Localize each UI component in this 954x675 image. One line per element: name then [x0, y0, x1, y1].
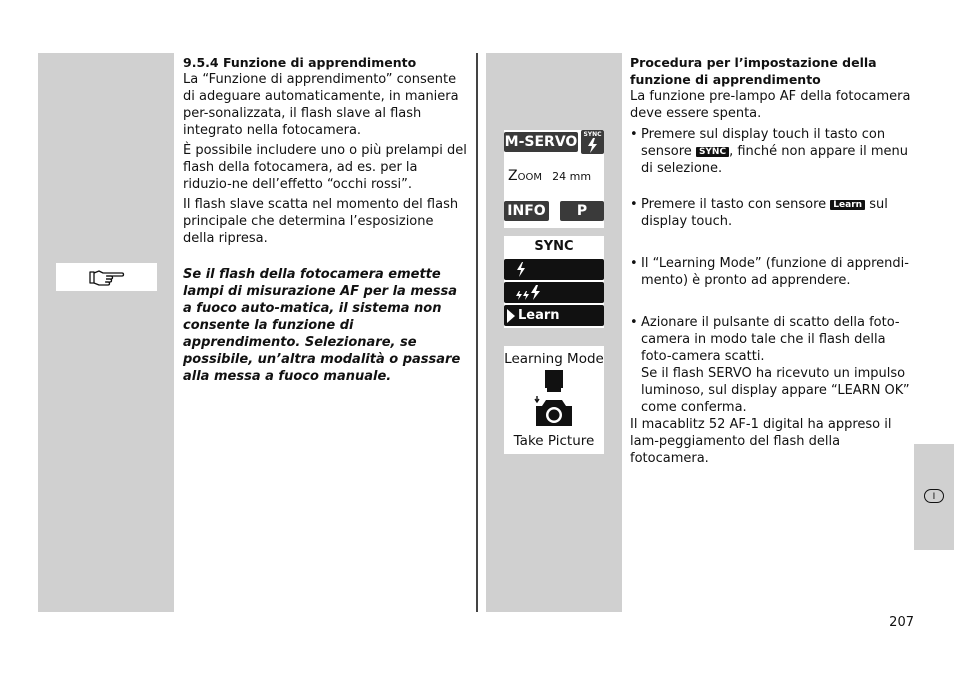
flash-bolt-icon [516, 262, 526, 277]
procedure-step: • Il “Learning Mode” (funzione di apprendi-mento) è pronto ad apprendere. [630, 255, 912, 289]
language-tab [914, 444, 954, 550]
sync-key-chip: SYNC [696, 147, 729, 157]
section-paragraph: È possibile includere uno o più prelampi del flash della fotocamera, ad es. per la riduzio-ne dell’effetto “occhi rossi”. [183, 143, 467, 192]
language-badge: I [924, 489, 944, 503]
sync-menu-header: SYNC [534, 239, 574, 254]
learn-button[interactable] [504, 305, 604, 326]
p-mode-button[interactable]: P [560, 201, 604, 221]
selection-arrow-icon [507, 309, 515, 323]
sync-button-label: SYNC [583, 131, 602, 138]
section-text [183, 54, 467, 385]
section-paragraph: La “Funzione di apprendimento” consente di adeguare automaticamente, in maniera per-sonalizzata, il flash slave al flash integrato nella fotocamera. [183, 72, 459, 138]
section-paragraph: Il flash slave scatta nel momento del flash principale che determina l’esposizione della ripresa. [183, 197, 459, 246]
flash-bolt-icon [587, 138, 598, 153]
lcd-display-sync-menu [504, 236, 604, 328]
lcd-display-learning-mode [504, 346, 604, 454]
zoom-readout [508, 168, 591, 184]
zoom-value: 24 mm [552, 170, 592, 183]
procedure-text [630, 54, 912, 467]
learn-key-chip: Learn [830, 200, 865, 210]
sync-option-prelamp[interactable] [504, 282, 604, 303]
learn-button-label: Learn [518, 308, 560, 323]
procedure-intro: La funzione pre-lampo AF della fotocamera deve essere spenta. [630, 89, 911, 121]
info-button[interactable]: INFO [504, 201, 549, 221]
column-divider [476, 53, 478, 612]
learning-mode-label: Learning Mode [504, 351, 604, 367]
sync-option-normal[interactable] [504, 259, 604, 280]
procedure-step: • Premere il tasto con sensore Learn sul display touch. [630, 196, 912, 230]
multi-flash-bolt-icon [516, 285, 542, 300]
left-margin-column [38, 53, 174, 612]
zoom-first-letter: Z [508, 168, 518, 184]
procedure-outro: Il macablitz 52 AF-1 digital ha appreso il lam-peggiamento del flash della fotocamera. [630, 417, 892, 466]
procedure-step-continuation: Se il flash SERVO ha ricevuto un impulso luminoso, sul display appare “LEARN OK” come conferma. [641, 366, 910, 415]
pointing-hand-icon [56, 263, 157, 291]
procedure-step: • Azionare il pulsante di scatto della foto-camera in modo tale che il flash della foto-camera scatti. [630, 314, 912, 365]
lcd-display-main [504, 130, 604, 228]
warning-note: Se il flash della fotocamera emette lampi di misurazione AF per la messa a fuoco auto-matica, il sistema non consente la funzione di apprendimento. Selezionare, se possibile, un’altra modalità o passare alla messa a fuoco manuale. [183, 267, 461, 384]
zoom-label: OOM [517, 172, 542, 183]
procedure-step: • Premere sul display touch il tasto con sensore SYNC , finché non appare il menu di selezione. [630, 126, 912, 177]
page-number: 207 [889, 615, 914, 630]
note-hand-box [56, 263, 157, 291]
camera-flash-icon [534, 370, 574, 428]
sync-button[interactable] [581, 130, 604, 154]
section-title: 9.5.4 Funzione di apprendimento [183, 55, 417, 70]
m-servo-button[interactable]: M-SERVO [504, 134, 578, 150]
take-picture-label: Take Picture [513, 433, 595, 449]
procedure-title: Procedura per l’impostazione della funzione di apprendimento [630, 55, 877, 87]
